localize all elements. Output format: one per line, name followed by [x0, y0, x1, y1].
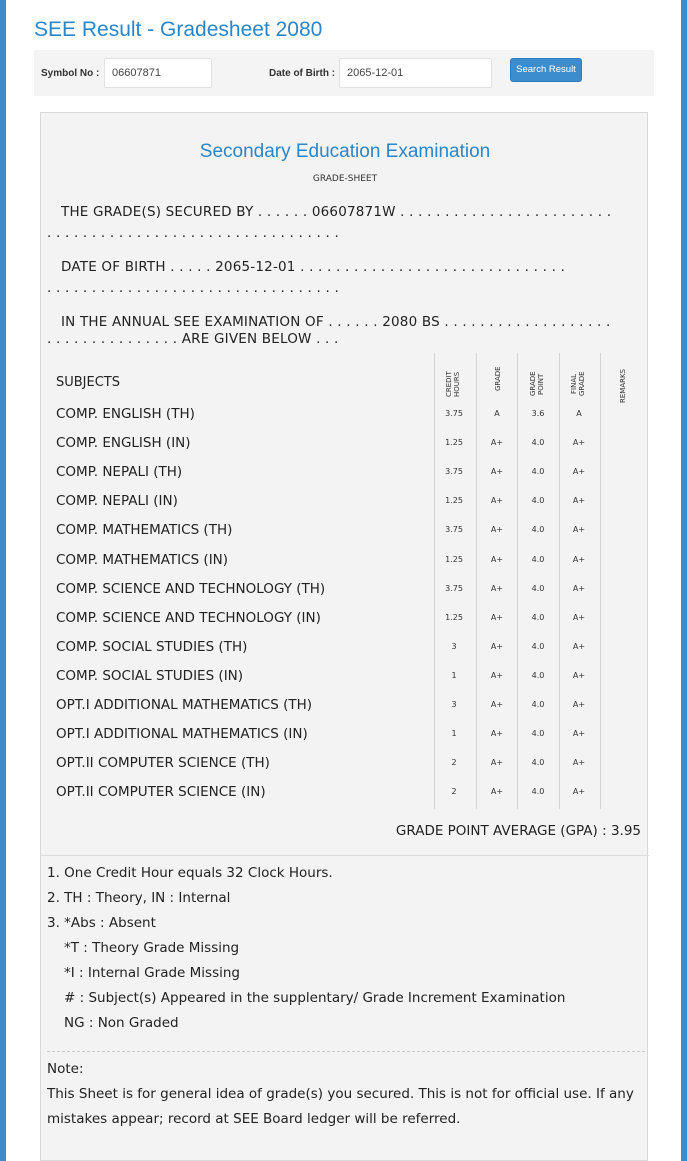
- subject-name: OPT.I ADDITIONAL MATHEMATICS (IN): [56, 726, 308, 743]
- secured-by-line: THE GRADE(S) SECURED BY . . . . . . 06607871W . . . . . . . . . . . . . . . . . . . . . . . .: [61, 204, 612, 220]
- point-cell: 4.0: [531, 583, 545, 593]
- final-cell: A+: [572, 612, 586, 622]
- table-row: [41, 581, 649, 610]
- subject-name: COMP. ENGLISH (TH): [56, 406, 195, 422]
- grade-cell: A: [494, 409, 500, 418]
- grade-cell: A+: [490, 496, 504, 506]
- note-item: 2. TH : Theory, IN : Internal: [47, 890, 231, 906]
- final-cell: A+: [572, 438, 586, 448]
- point-cell: 4.0: [531, 758, 545, 768]
- point-cell: 4.0: [531, 467, 545, 477]
- subject-name: COMP. MATHEMATICS (IN): [56, 551, 229, 568]
- final-cell: A: [576, 409, 582, 418]
- divider: [41, 855, 649, 856]
- credit-cell: 1.25: [445, 612, 463, 622]
- table-row: [41, 726, 649, 755]
- table-row: [41, 784, 649, 813]
- credit-cell: 2: [451, 787, 457, 797]
- symbol-input[interactable]: 06607871: [104, 58, 212, 88]
- grade-cell: A+: [490, 787, 504, 797]
- grade-cell: A+: [490, 525, 504, 535]
- point-cell: 4.0: [531, 641, 545, 651]
- subject-name: COMP. SCIENCE AND TECHNOLOGY (TH): [56, 580, 326, 597]
- credit-cell: 1.25: [445, 438, 463, 448]
- credit-cell: 3: [451, 700, 457, 709]
- grade-point-header: GRADE POINT: [529, 371, 545, 397]
- point-cell: 4.0: [531, 787, 545, 797]
- table-row: [41, 493, 649, 522]
- table-row: [41, 406, 649, 435]
- note-item: 3. *Abs : Absent: [47, 915, 156, 931]
- subject-name: OPT.II COMPUTER SCIENCE (IN): [56, 784, 266, 801]
- table-row: [41, 755, 649, 784]
- secured-by-line-cont: . . . . . . . . . . . . . . . . . . . . . . . . . . . . . . . . .: [47, 225, 339, 241]
- final-cell: A+: [572, 496, 586, 506]
- credit-cell: 1: [451, 670, 457, 680]
- final-cell: A+: [572, 583, 586, 593]
- dob-line-cont: . . . . . . . . . . . . . . . . . . . . . . . . . . . . . . . . .: [47, 280, 339, 296]
- subject-name: COMP. MATHEMATICS (TH): [56, 522, 233, 539]
- final-grade-header: FINAL GRADE: [570, 371, 586, 397]
- gradesheet: [40, 112, 648, 1161]
- note-sub-item: # : Subject(s) Appeared in the supplentary/ Grade Increment Examination: [64, 990, 566, 1006]
- grade-header: GRADE: [494, 366, 502, 392]
- page-title: SEE Result - Gradesheet 2080: [34, 18, 323, 41]
- point-cell: 4.0: [531, 496, 545, 506]
- final-cell: A+: [572, 729, 586, 739]
- disclaimer: [47, 1057, 645, 1132]
- grade-cell: A+: [490, 438, 504, 448]
- grade-cell: A+: [490, 612, 504, 622]
- final-cell: A+: [572, 758, 586, 768]
- grade-cell: A+: [490, 670, 504, 680]
- subject-name: OPT.I ADDITIONAL MATHEMATICS (TH): [56, 697, 313, 713]
- dob-input[interactable]: 2065-12-01: [339, 58, 492, 88]
- point-cell: 4.0: [531, 554, 545, 564]
- credit-cell: 3.75: [445, 409, 463, 418]
- subject-name: COMP. NEPALI (TH): [56, 464, 183, 481]
- window-frame-left: [0, 0, 6, 1161]
- final-cell: A+: [572, 467, 586, 477]
- grade-cell: A+: [490, 700, 504, 709]
- subject-name: OPT.II COMPUTER SCIENCE (TH): [56, 755, 270, 772]
- grade-cell: A+: [490, 583, 504, 593]
- final-cell: A+: [572, 700, 586, 709]
- credit-cell: 3.75: [445, 525, 463, 535]
- dob-label: Date of Birth :: [269, 68, 336, 79]
- credit-cell: 3.75: [445, 583, 463, 593]
- note-sub-item: *I : Internal Grade Missing: [64, 965, 240, 981]
- final-cell: A+: [572, 787, 586, 797]
- grade-cell: A+: [490, 758, 504, 768]
- credit-cell: 1.25: [445, 496, 463, 506]
- final-cell: A+: [572, 641, 586, 651]
- divider: [47, 1051, 645, 1052]
- point-cell: 4.0: [531, 612, 545, 622]
- grade-cell: A+: [490, 641, 504, 651]
- final-cell: A+: [572, 554, 586, 564]
- table-row: [41, 610, 649, 639]
- credit-cell: 2: [451, 758, 457, 768]
- final-cell: A+: [572, 670, 586, 680]
- credit-hours-header: CREDIT HOURS: [445, 371, 461, 397]
- credit-cell: 3.75: [445, 467, 463, 477]
- table-row: [41, 639, 649, 668]
- subject-name: COMP. SCIENCE AND TECHNOLOGY (IN): [56, 609, 321, 626]
- table-row: [41, 668, 649, 697]
- grade-cell: A+: [490, 467, 504, 477]
- note-heading: Note:: [47, 1061, 84, 1077]
- subject-name: COMP. NEPALI (IN): [56, 493, 178, 510]
- table-row: [41, 435, 649, 464]
- symbol-label: Symbol No :: [41, 68, 100, 79]
- search-bar: [34, 50, 654, 96]
- table-row: [41, 464, 649, 493]
- point-cell: 4.0: [531, 438, 545, 448]
- exam-year-line: IN THE ANNUAL SEE EXAMINATION OF . . . . . . 2080 BS . . . . . . . . . . . . . . . . . . .: [61, 314, 611, 330]
- point-cell: 4.0: [531, 525, 545, 535]
- remarks-header: REMARKS: [619, 369, 627, 404]
- point-cell: 3.6: [531, 409, 545, 418]
- grade-cell: A+: [490, 554, 504, 564]
- dob-line: DATE OF BIRTH . . . . . 2065-12-01 . . . . . . . . . . . . . . . . . . . . . . . . . . . . . .: [61, 259, 566, 275]
- search-result-button[interactable]: Search Result: [510, 58, 582, 82]
- note-sub-item: *T : Theory Grade Missing: [64, 940, 240, 956]
- point-cell: 4.0: [531, 729, 545, 739]
- table-row: [41, 522, 649, 551]
- gpa-summary: GRADE POINT AVERAGE (GPA) : 3.95: [395, 823, 641, 839]
- note-sub-item: NG : Non Graded: [64, 1015, 179, 1031]
- exam-year-line-cont: . . . . . . . . . . . . . . . ARE GIVEN BELOW . . .: [47, 331, 339, 347]
- credit-cell: 1.25: [445, 554, 463, 564]
- note-item: 1. One Credit Hour equals 32 Clock Hours.: [47, 865, 333, 881]
- point-cell: 4.0: [531, 700, 545, 709]
- subject-name: COMP. SOCIAL STUDIES (IN): [56, 667, 244, 684]
- point-cell: 4.0: [531, 670, 545, 680]
- subjects-header: SUBJECTS: [56, 375, 121, 390]
- notes-list: [47, 865, 565, 1040]
- window-frame-right: [681, 0, 687, 1161]
- final-cell: A+: [572, 525, 586, 535]
- table-row: [41, 697, 649, 726]
- subject-name: COMP. SOCIAL STUDIES (TH): [56, 638, 248, 655]
- grade-cell: A+: [490, 729, 504, 739]
- table-row: [41, 552, 649, 581]
- note-text: This Sheet is for general idea of grade(s) you secured. This is not for official use. If any mistakes appear; record at SEE Board ledger will be referred.: [47, 1086, 634, 1127]
- subject-name: COMP. ENGLISH (IN): [56, 435, 191, 452]
- credit-cell: 3: [451, 641, 457, 651]
- gradesheet-subtitle: GRADE-SHEET: [312, 174, 378, 184]
- credit-cell: 1: [451, 729, 457, 739]
- exam-title: Secondary Education Examination: [199, 141, 491, 162]
